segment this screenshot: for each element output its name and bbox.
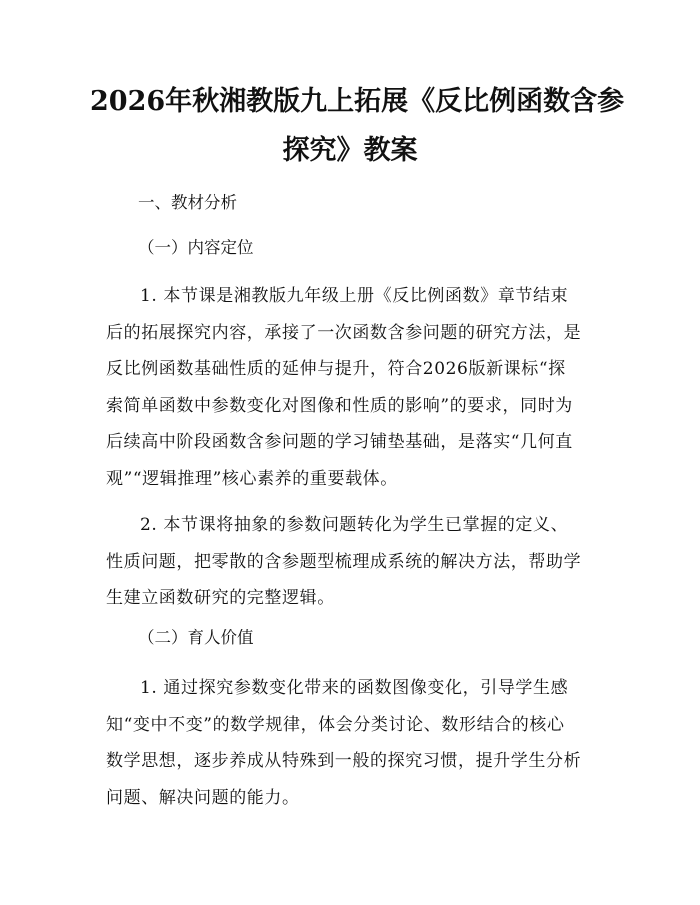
paragraph-content-positioning-2 (106, 507, 606, 617)
subsection-heading-educational-value: （二）育人价值 (138, 628, 254, 647)
subsection-heading-content-positioning: （一）内容定位 (138, 238, 254, 257)
section-heading-teaching-material-analysis: 一、教材分析 (138, 193, 237, 212)
paragraph-line: 生建立函数研究的完整逻辑。 (106, 588, 335, 608)
paragraph-line: 观”“逻辑推理”核心素养的重要载体。 (106, 468, 398, 489)
paragraph-line: 反比例函数基础性质的延伸与提升，符合2026版新课标“探 (106, 359, 566, 379)
paragraph-line: 后的拓展探究内容，承接了一次函数含参问题的研究方法，是 (106, 322, 582, 343)
paragraph-content-positioning-1 (106, 278, 606, 497)
document-title-line-2: 探究》教案 (282, 135, 418, 166)
paragraph-line: 后续高中阶段函数含参问题的学习铺垫基础，是落实“几何直 (106, 432, 573, 452)
paragraph-educational-value-1 (106, 670, 606, 816)
paragraph-line: 1. 本节课是湘教版九年级上册《反比例函数》章节结束 (140, 286, 569, 306)
paragraph-line: 数学思想，逐步养成从特殊到一般的探究习惯，提升学生分析 (106, 751, 582, 771)
paragraph-line: 1. 通过探究参数变化带来的函数图像变化，引导学生感 (140, 678, 569, 698)
document-title-line-1: 2026年秋湘教版九上拓展《反比例函数含参 (90, 86, 625, 117)
paragraph-line: 性质问题，把零散的含参题型梳理成系统的解决方法，帮助学 (106, 551, 582, 572)
paragraph-line: 2. 本节课将抽象的参数问题转化为学生已掌握的定义、 (140, 515, 569, 535)
paragraph-line: 知“变中不变”的数学规律，体会分类讨论、数形结合的核心 (106, 714, 565, 735)
paragraph-line: 索简单函数中参数变化对图像和性质的影响”的要求，同时为 (106, 395, 573, 416)
paragraph-line: 问题、解决问题的能力。 (106, 787, 300, 808)
